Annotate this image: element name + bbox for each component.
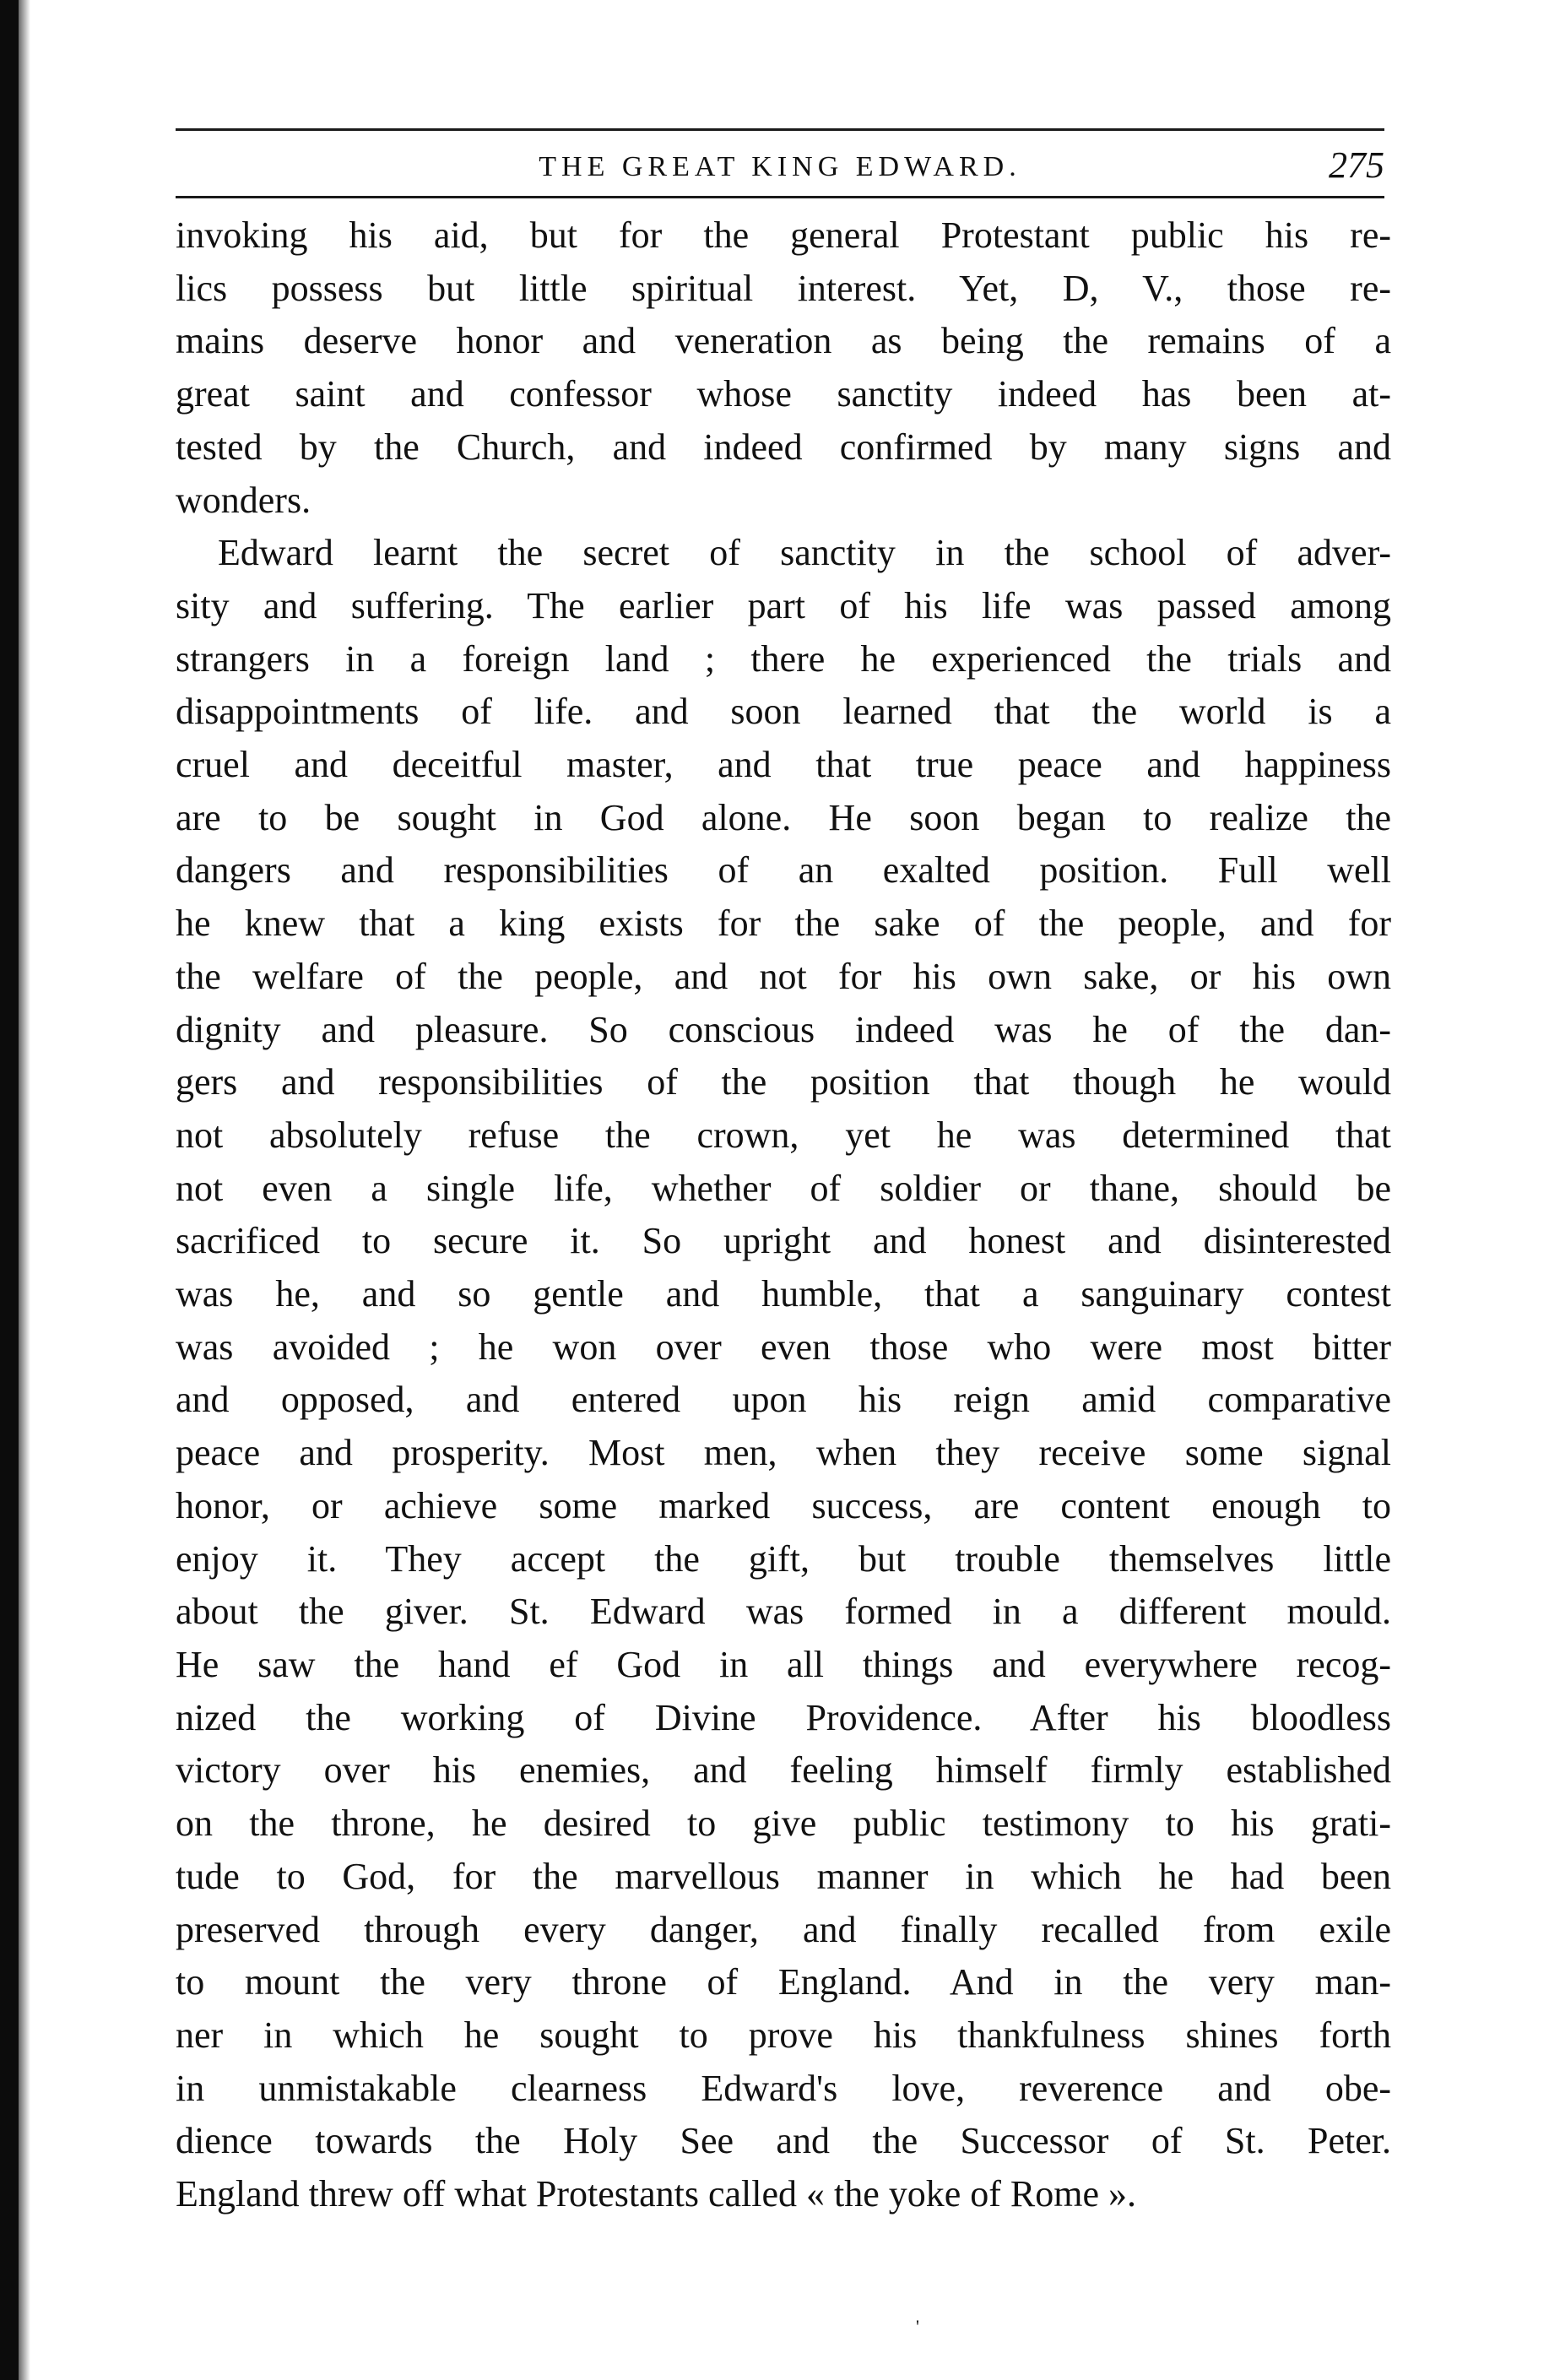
text-line: and opposed, and entered upon his reign amid comparative: [176, 1379, 1391, 1421]
text-line: preserved through every danger, and finally recalled from exile: [176, 1908, 1391, 1950]
text-line: ner in which he sought to prove his thankfulness shines forth: [176, 2014, 1391, 2056]
text-line: honor, or achieve some marked success, are content enough to: [176, 1484, 1391, 1526]
text-line: Edward learnt the secret of sanctity in the school of adver-: [218, 532, 1391, 574]
text-line: the welfare of the people, and not for his own sake, or his own: [176, 955, 1391, 997]
text-line: about the giver. St. Edward was formed in a different mould.: [176, 1591, 1391, 1633]
text-line: dignity and pleasure. So conscious indeed was he of the dan-: [176, 1008, 1391, 1050]
text-line: dience towards the Holy See and the Successor of St. Peter.: [176, 2120, 1391, 2162]
text-line: cruel and deceitful master, and that true peace and happiness: [176, 744, 1391, 786]
text-line: strangers in a foreign land ; there he experienced the trials and: [176, 637, 1391, 680]
footer-mark: ': [916, 2316, 919, 2337]
text-line: was avoided ; he won over even those who were most bitter: [176, 1326, 1391, 1368]
text-line: are to be sought in God alone. He soon began to realize the: [176, 796, 1391, 838]
text-line: dangers and responsibilities of an exalted position. Full well: [176, 849, 1391, 892]
body-text: [176, 209, 1391, 2221]
running-head: [176, 144, 1384, 191]
text-line: peace and prosperity. Most men, when they receive some signal: [176, 1432, 1391, 1474]
header-rule-top: [176, 128, 1384, 131]
page-number: 275: [1329, 144, 1384, 186]
text-line: enjoy it. They accept the gift, but trouble themselves little: [176, 1537, 1391, 1580]
header-rule-bottom: [176, 196, 1384, 198]
text-line: lics possess but little spiritual interest. Yet, D, V., those re-: [176, 267, 1391, 309]
text-line: wonders.: [176, 479, 311, 521]
text-line: gers and responsibilities of the position that though he would: [176, 1061, 1391, 1103]
text-line: mains deserve honor and veneration as being the remains of a: [176, 320, 1391, 362]
text-line: he knew that a king exists for the sake of the people, and for: [176, 903, 1391, 945]
text-line: on the throne, he desired to give public testimony to his grati-: [176, 1803, 1391, 1845]
text-line: disappointments of life. and soon learned that the world is a: [176, 691, 1391, 733]
text-line: to mount the very throne of England. And in the very man-: [176, 1961, 1391, 2003]
binding-shadow: [19, 0, 30, 2380]
text-line: invoking his aid, but for the general Protestant public his re-: [176, 214, 1391, 256]
text-line: was he, and so gentle and humble, that a sanguinary contest: [176, 1273, 1391, 1315]
text-line: in unmistakable clearness Edward's love, reverence and obe-: [176, 2067, 1391, 2109]
text-line: tude to God, for the marvellous manner in which he had been: [176, 1855, 1391, 1897]
text-line: not even a single life, whether of soldier or thane, should be: [176, 1167, 1391, 1209]
binding-edge: [0, 0, 19, 2380]
text-line: not absolutely refuse the crown, yet he was determined that: [176, 1114, 1391, 1156]
text-line: victory over his enemies, and feeling himself firmly established: [176, 1749, 1391, 1792]
text-line: nized the working of Divine Providence. After his bloodless: [176, 1696, 1391, 1738]
text-line: sacrificed to secure it. So upright and honest and disinterested: [176, 1220, 1391, 1262]
running-title: THE GREAT KING EDWARD.: [539, 151, 1021, 182]
text-line: great saint and confessor whose sanctity indeed has been at-: [176, 373, 1391, 415]
text-line: sity and suffering. The earlier part of his life was passed among: [176, 584, 1391, 626]
text-line: tested by the Church, and indeed confirmed by many signs and: [176, 426, 1391, 468]
text-line: England threw off what Protestants called « the yoke of Rome ».: [176, 2173, 1137, 2215]
text-line: He saw the hand ef God in all things and everywhere recog-: [176, 1643, 1391, 1685]
